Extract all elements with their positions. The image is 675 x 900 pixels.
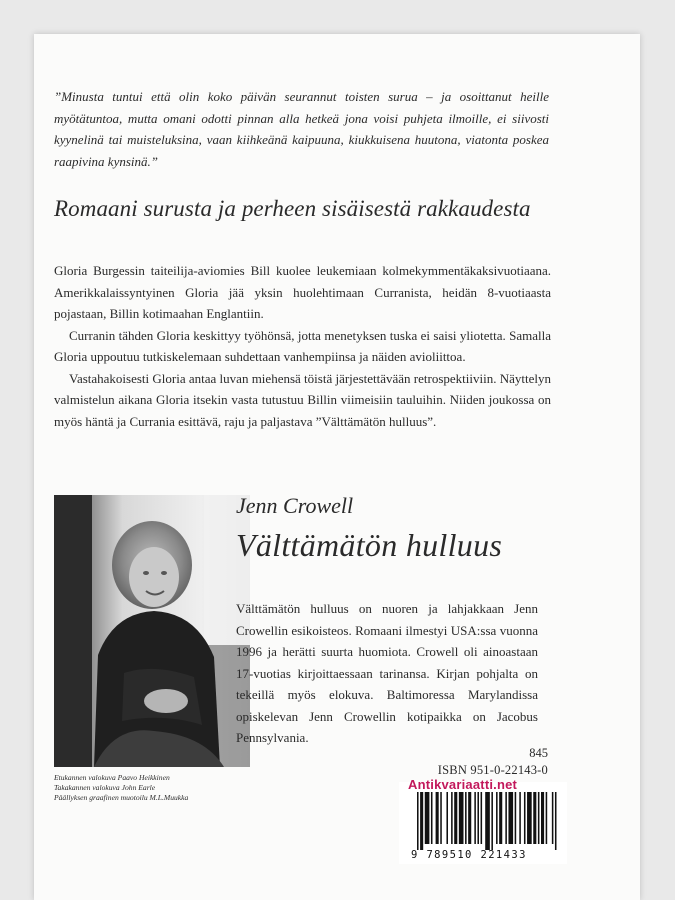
barcode-bar — [446, 792, 448, 844]
barcode-bar — [541, 792, 544, 844]
barcode-bar — [474, 792, 476, 844]
barcode-bar — [491, 792, 493, 850]
barcode-bar — [519, 792, 521, 844]
barcode-bar — [555, 792, 557, 850]
barcode — [399, 782, 567, 864]
barcode-bar — [508, 792, 513, 844]
author-name: Jenn Crowell — [236, 493, 354, 518]
barcode-bar — [538, 792, 540, 844]
barcode-bar — [465, 792, 467, 844]
barcode-digits: 9 789510 221433 — [411, 849, 527, 861]
barcode-bar — [459, 792, 464, 844]
isbn: ISBN 951-0-22143-0 — [437, 763, 548, 777]
barcode-bar — [420, 792, 423, 850]
blurb-paragraph: Vastahakoisesti Gloria antaa luvan miehensä töistä järjestettävään retrospektiiviin. Näyttelyn valmistelun aikana Gloria itsekin vasta tutustuu Billin viimeisiin tauluihin. Niiden joukossa on myös häntä ja Currania esittävä, raju ja paljastava ”Välttämätön hulluus”. — [54, 370, 551, 429]
blurb-text — [54, 260, 551, 432]
barcode-bar — [468, 792, 471, 844]
author-photo — [54, 495, 250, 767]
blurb-paragraph: Gloria Burgessin taiteilija-aviomies Bill kuolee leukemiaan kolmekymmentäkaksivuotiaana. Amerikkalaissyntyinen Gloria jää yksin huolehtimaan Curranista, heidän 8-vuotiaasta pojastaan, Billin kotimaahan Englantiin. — [54, 263, 551, 321]
barcode-bar — [481, 792, 483, 844]
barcode-bar — [477, 792, 479, 844]
barcode-bar — [425, 792, 430, 844]
book-subtitle: Romaani surusta ja perheen sisäisestä rakkaudesta — [54, 196, 531, 221]
barcode-bar — [533, 792, 536, 844]
barcode-bar — [451, 792, 453, 844]
barcode-bar — [440, 792, 442, 844]
back-cover-quote: ”Minusta tuntui että olin koko päivän seurannut toisten surua – ja osoittanut heille myötätuntoa, mutta omani odotti pinnan alla hetkeä jona voisi puhjeta ilmoille, ei siivosti kyynelinä tai muisteluksina, vaan kiihkeänä kaipuuna, kiukkuisena huutona, viatonta poskea raapivina kynsinä.” — [54, 89, 549, 169]
credit-line: Takakannen valokuva John Earle — [54, 783, 156, 792]
credit-line: Päällyksen graafinen muotoilu M.L.Muukka — [54, 793, 189, 802]
barcode-bar — [454, 792, 457, 844]
barcode-bars — [399, 782, 567, 864]
barcode-bar — [552, 792, 554, 844]
barcode-bar — [524, 792, 526, 844]
barcode-bar — [499, 792, 502, 844]
author-photo-image — [54, 495, 250, 767]
barcode-bar — [431, 792, 433, 844]
barcode-bar — [485, 792, 490, 850]
product-code: 845 — [529, 746, 548, 760]
book-description: Välttämätön hulluus on nuoren ja lahjakkaan Jenn Crowellin esikoisteos. Romaani ilmestyi USA:ssa vuonna 1996 ja herätti suurta huomiota. Crowell oli ainoastaan 17-vuotias kirjoittaessaan tarinansa. Kirjan pohjalta on tekeillä myös elokuva. Baltimoressa Marylandissa opiskelevan Jenn Crowellin kotipaikka on Jacobus Pennsylvania. — [236, 601, 538, 745]
book-title: Välttämätön hulluus — [236, 527, 503, 563]
watermark-logo: Antikvariaatti.net — [408, 777, 518, 792]
barcode-bar — [527, 792, 532, 844]
barcode-bar — [546, 792, 548, 844]
barcode-bar — [515, 792, 517, 844]
credit-line: Etukannen valokuva Paavo Heikkinen — [54, 773, 170, 782]
barcode-bar — [505, 792, 507, 844]
photo-credits — [54, 773, 264, 803]
barcode-bar — [496, 792, 498, 844]
blurb-paragraph: Curranin tähden Gloria keskittyy työhönsä, jotta menetyksen tuska ei saisi yliotetta. Samalla Gloria uppoutuu tutkiskelemaan suhdettaan vanhempiinsa ja näiden avioliittoa. — [54, 327, 551, 364]
barcode-bar — [417, 792, 419, 850]
barcode-bar — [436, 792, 439, 844]
